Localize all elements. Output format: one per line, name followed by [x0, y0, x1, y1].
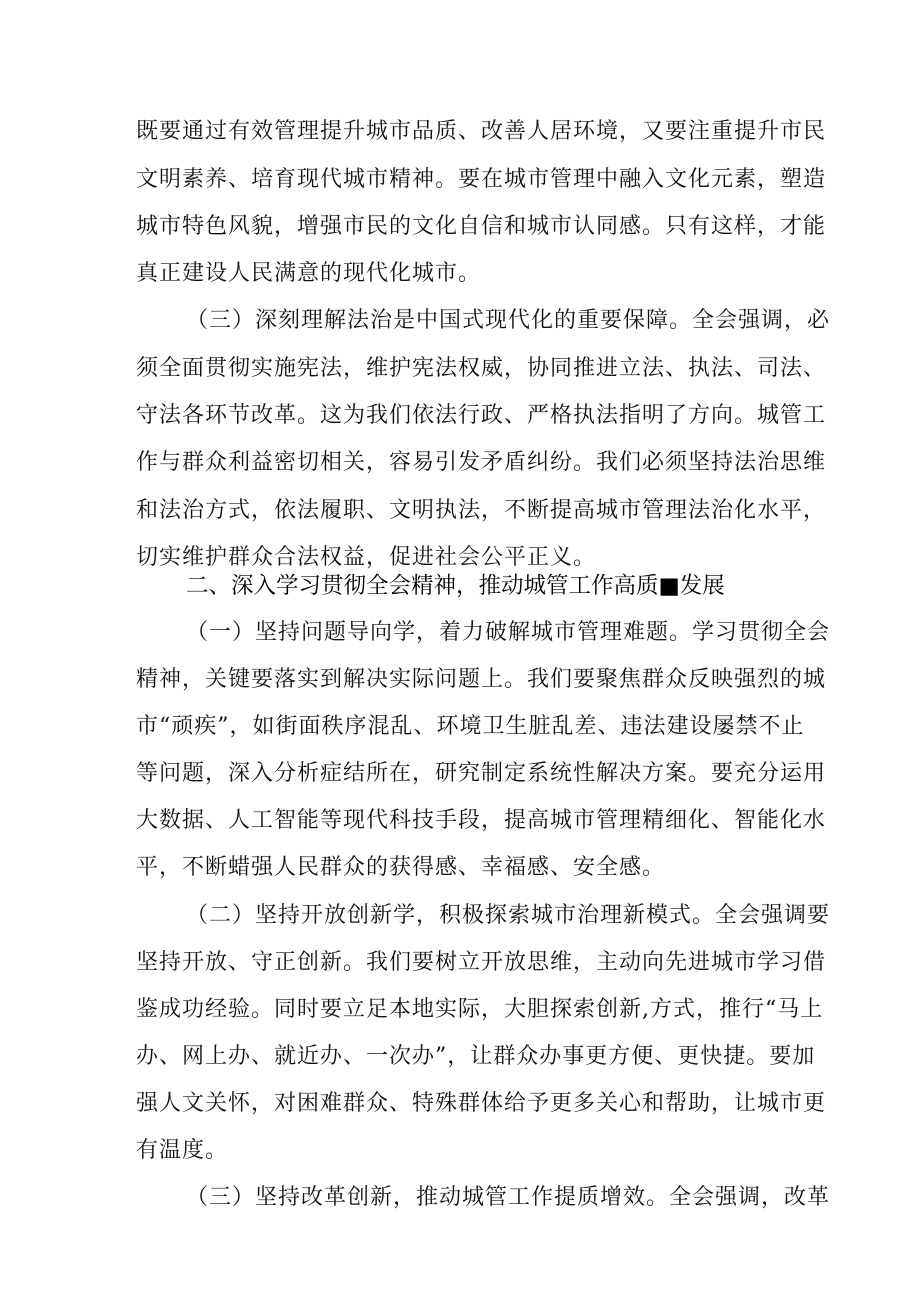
body-text-line: 办、网上办、就近办、一次办”，让群众办事更方便、更快捷。要加 [136, 1044, 816, 1069]
paragraph-first-line: （一）坚持问题导向学，着力破解城市管理难题。学习贯彻全会 [186, 620, 831, 645]
section-heading: 二、深入学习贯彻全会精神，推动城管工作高质■发展 [186, 573, 725, 599]
paragraph-first-line: （三）深刻理解法治是中国式现代化的重要保障。全会强调，必 [186, 308, 831, 333]
body-text-line: 坚持开放、守正创新。我们要树立开放思维，主动向先进城市学习借 [136, 950, 827, 975]
body-text-line: 文明素养、培育现代城市精神。要在城市管理中融入文化元素，塑造 [136, 167, 827, 192]
body-text-line: 市“顽疾”，如街面秩序混乱、环境卫生脏乱差、违法建设屡禁不止 [136, 714, 805, 739]
body-text-line: 鉴成功经验。同时要立足本地实际，大胆探索创新,方式，推行“马上 [136, 997, 824, 1022]
body-text-line: 大数据、人工智能等现代科技手段，提高城市管理精细化、智能化水 [136, 808, 827, 833]
body-text-line: 真正建设人民满意的现代化城市。 [136, 261, 482, 286]
body-text-line: 平，不断蜡强人民群众的获得感、幸福感、安全感。 [136, 855, 666, 880]
body-text-line: 既要通过有效管理提升城市品质、改善人居环境，又要注重提升市民 [136, 119, 827, 144]
body-text-line: 作与群众利益密切相关，容易引发矛盾纠纷。我们必须坚持法治思维 [136, 450, 827, 475]
body-text-line: 有温度。 [136, 1138, 229, 1163]
paragraph-first-line: （二）坚持开放创新学，积极探索城市治理新模式。全会强调要 [186, 903, 831, 928]
body-text-line: 精神，关键要落实到解决实际问题上。我们要聚焦群众反映强烈的城 [136, 667, 827, 692]
body-text-line: 须全面贯彻实施宪法，维护宪法权威，协同推进立法、执法、司法、 [136, 356, 827, 381]
body-text-line: 和法治方式，依法履职、文明执法，不断提高城市管理法治化水平， [136, 498, 827, 523]
body-text-line: 强人文关怀，对困难群众、特殊群体给予更多关心和帮助，让城市更 [136, 1091, 827, 1116]
paragraph-first-line: （三）坚持改革创新，推动城管工作提质增效。全会强调，改革 [186, 1185, 831, 1210]
body-text-line: 等问题，深入分析症结所在，研究制定系统性解决方案。要充分运用 [136, 761, 827, 786]
body-text-line: 城市特色风貌，增强市民的文化自信和城市认同感。只有这样，才能 [136, 214, 827, 239]
body-text-line: 切实维护群众合法权益，促进社会公平正义。 [136, 545, 597, 570]
body-text-line: 守法各环节改革。这为我们依法行政、严格执法指明了方向。城管工 [136, 403, 827, 428]
